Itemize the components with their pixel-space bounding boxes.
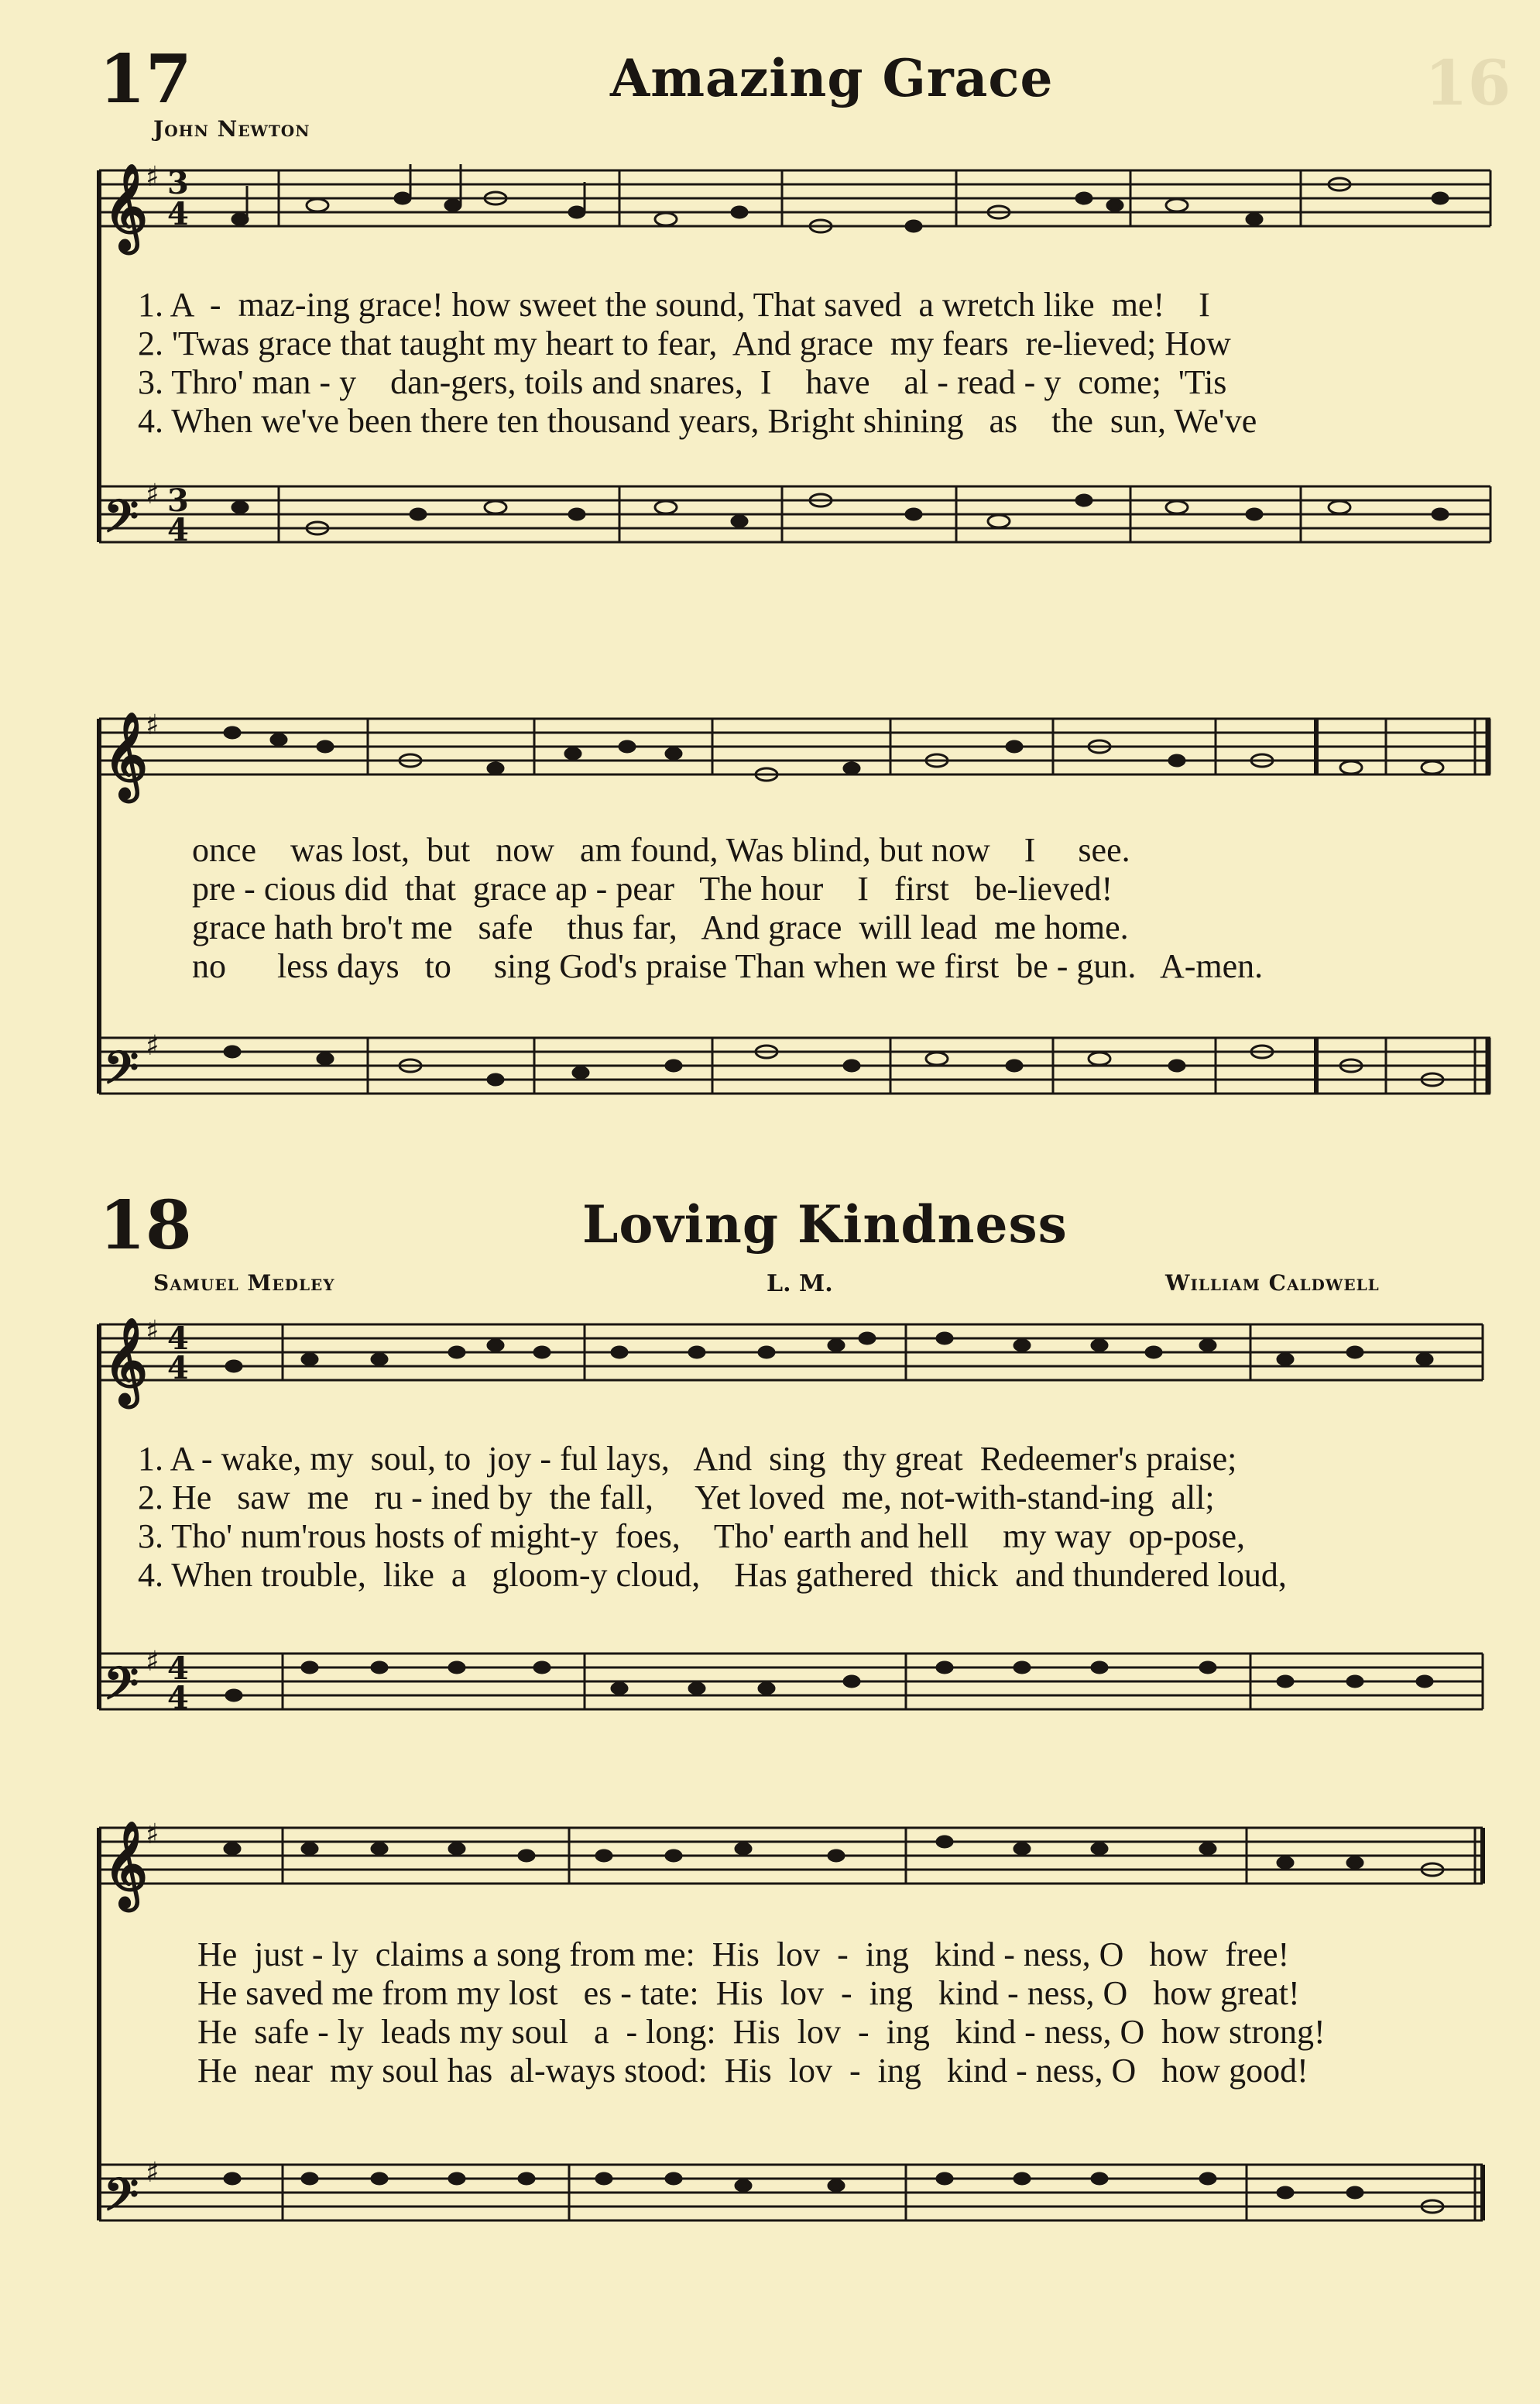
lyric-line: 4. When trouble, like a gloom-y cloud, Has gathered thick and thundered loud, xyxy=(138,1556,1287,1594)
lyric-line: 1. A - wake, my soul, to joy - ful lays, And sing thy great Redeemer's praise; xyxy=(138,1440,1237,1478)
lyric-line: pre - cious did that grace ap - pear The hour I first be-lieved! xyxy=(192,870,1113,908)
hymn-title: Loving Kindness xyxy=(582,1194,1068,1255)
svg-text:♯: ♯ xyxy=(146,478,159,510)
lyric-line: once was lost, but now am found, Was blind, but now I see. xyxy=(192,831,1130,869)
lyric-line: no less days to sing God's praise Than when we first be - gun. A-men. xyxy=(192,947,1264,985)
svg-text:𝄢: 𝄢 xyxy=(104,1041,139,1105)
lyric-line: He saved me from my lost es - tate: His lov - ing kind - ness, O how great! xyxy=(197,1974,1300,2012)
lyric-line: 2. He saw me ru - ined by the fall, Yet loved me, not-with-stand-ing all; xyxy=(138,1478,1215,1516)
lyric-line: 3. Tho' num'rous hosts of might-y foes, Tho' earth and hell my way op-pose, xyxy=(138,1517,1245,1555)
svg-text:4: 4 xyxy=(167,1650,189,1687)
svg-text:𝄞: 𝄞 xyxy=(104,711,148,798)
svg-text:𝄢: 𝄢 xyxy=(104,489,139,554)
lyricist-credit: John Newton xyxy=(153,116,310,142)
lyric-line: He near my soul has al-ways stood: His lov - ing kind - ness, O how good! xyxy=(197,2052,1308,2090)
svg-text:3: 3 xyxy=(167,165,189,201)
svg-text:4: 4 xyxy=(167,1680,189,1716)
bleed-through-mark: 16 xyxy=(1425,46,1511,119)
hymn-title: Amazing Grace xyxy=(610,48,1054,108)
svg-text:4: 4 xyxy=(167,1320,189,1357)
svg-text:𝄞: 𝄞 xyxy=(104,1317,148,1404)
composer-credit: William Caldwell xyxy=(1165,1270,1380,1296)
meter-label: L. M. xyxy=(767,1270,833,1297)
lyric-line: He safe - ly leads my soul a - long: His lov - ing kind - ness, O how strong! xyxy=(197,2013,1326,2051)
lyricist-credit: Samuel Medley xyxy=(153,1270,335,1296)
lyric-line: 3. Thro' man - y dan-gers, toils and snares, I have al - read - y come; 'Tis xyxy=(138,363,1227,401)
svg-text:♯: ♯ xyxy=(146,709,159,741)
svg-text:♯: ♯ xyxy=(146,1818,159,1850)
svg-text:𝄢: 𝄢 xyxy=(104,1657,139,1721)
hymn-number: 18 xyxy=(99,1187,192,1265)
lyric-line: He just - ly claims a song from me: His lov - ing kind - ness, O how free! xyxy=(197,1935,1290,1973)
svg-text:♯: ♯ xyxy=(146,1645,159,1678)
svg-text:3: 3 xyxy=(167,483,189,519)
svg-text:4: 4 xyxy=(167,512,189,548)
svg-text:♯: ♯ xyxy=(146,160,159,193)
lyric-line: grace hath bro't me safe thus far, And grace will lead me home. xyxy=(192,908,1129,946)
svg-text:♯: ♯ xyxy=(146,1314,159,1347)
svg-text:𝄞: 𝄞 xyxy=(104,1820,148,1908)
lyric-line: 4. When we've been there ten thousand years, Bright shining as the sun, We've xyxy=(138,402,1257,440)
svg-text:4: 4 xyxy=(167,196,189,232)
lyric-line: 2. 'Twas grace that taught my heart to fear, And grace my fears re-lieved; How xyxy=(138,325,1231,362)
svg-text:♯: ♯ xyxy=(146,2156,159,2189)
lyric-line: 1. A - maz-ing grace! how sweet the sound, That saved a wretch like me! I xyxy=(138,286,1210,324)
svg-text:𝄢: 𝄢 xyxy=(104,2168,139,2232)
svg-text:4: 4 xyxy=(167,1350,189,1386)
svg-text:𝄞: 𝄞 xyxy=(104,163,148,250)
hymn-number: 17 xyxy=(99,40,192,118)
svg-text:♯: ♯ xyxy=(146,1029,159,1062)
